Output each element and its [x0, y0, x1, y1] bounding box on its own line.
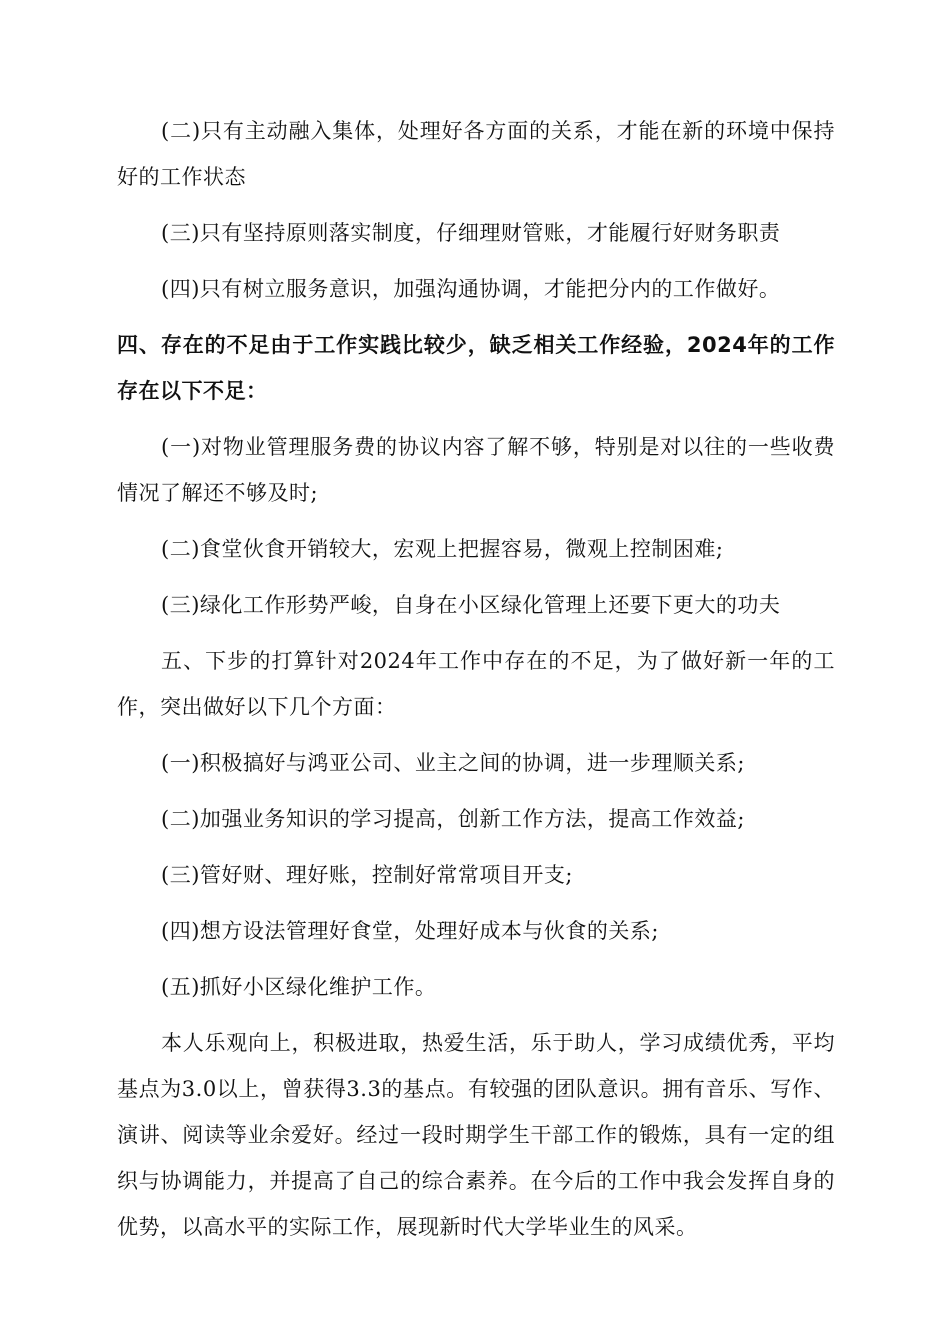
paragraph: (五)抓好小区绿化维护工作。 — [161, 975, 437, 999]
paragraph: (四)想方设法管理好食堂，处理好成本与伙食的关系; — [161, 919, 659, 943]
paragraph: 本人乐观向上，积极进取，热爱生活，乐于助人，学习成绩优秀，平均基点为3.0以上，曾获得3.3的基点。有较强的团队意识。拥有音乐、写作、演讲、阅读等业余爱好。经过一段时期学生干部工作的锻炼，具有一定的组织与协调能力，并提高了自己的综合素养。在今后的工作中我会发挥自身的优势，以高水平的实际工作，展现新时代大学毕业生的风采。 — [117, 1031, 835, 1239]
paragraph: (三)绿化工作形势严峻，自身在小区绿化管理上还要下更大的功夫 — [161, 593, 781, 617]
section-heading: 四、存在的不足由于工作实践比较少，缺乏相关工作经验，2024年的工作存在以下不足： — [117, 333, 835, 403]
paragraph: (二)只有主动融入集体，处理好各方面的关系，才能在新的环境中保持好的工作状态 — [117, 119, 835, 189]
paragraph: (四)只有树立服务意识，加强沟通协调，才能把分内的工作做好。 — [161, 277, 781, 301]
paragraph: (二)加强业务知识的学习提高，创新工作方法，提高工作效益; — [161, 807, 745, 831]
paragraph: (一)积极搞好与鸿亚公司、业主之间的协调，进一步理顺关系; — [161, 751, 745, 775]
document-body — [117, 108, 835, 1260]
paragraph: (二)食堂伙食开销较大，宏观上把握容易，微观上控制困难; — [161, 537, 724, 561]
paragraph: (三)只有坚持原则落实制度，仔细理财管账，才能履行好财务职责 — [161, 221, 781, 245]
paragraph: 五、下步的打算针对2024年工作中存在的不足，为了做好新一年的工作，突出做好以下几个方面： — [117, 649, 835, 719]
paragraph: (一)对物业管理服务费的协议内容了解不够，特别是对以往的一些收费情况了解还不够及时; — [117, 435, 835, 505]
paragraph: (三)管好财、理好账，控制好常常项目开支; — [161, 863, 573, 887]
